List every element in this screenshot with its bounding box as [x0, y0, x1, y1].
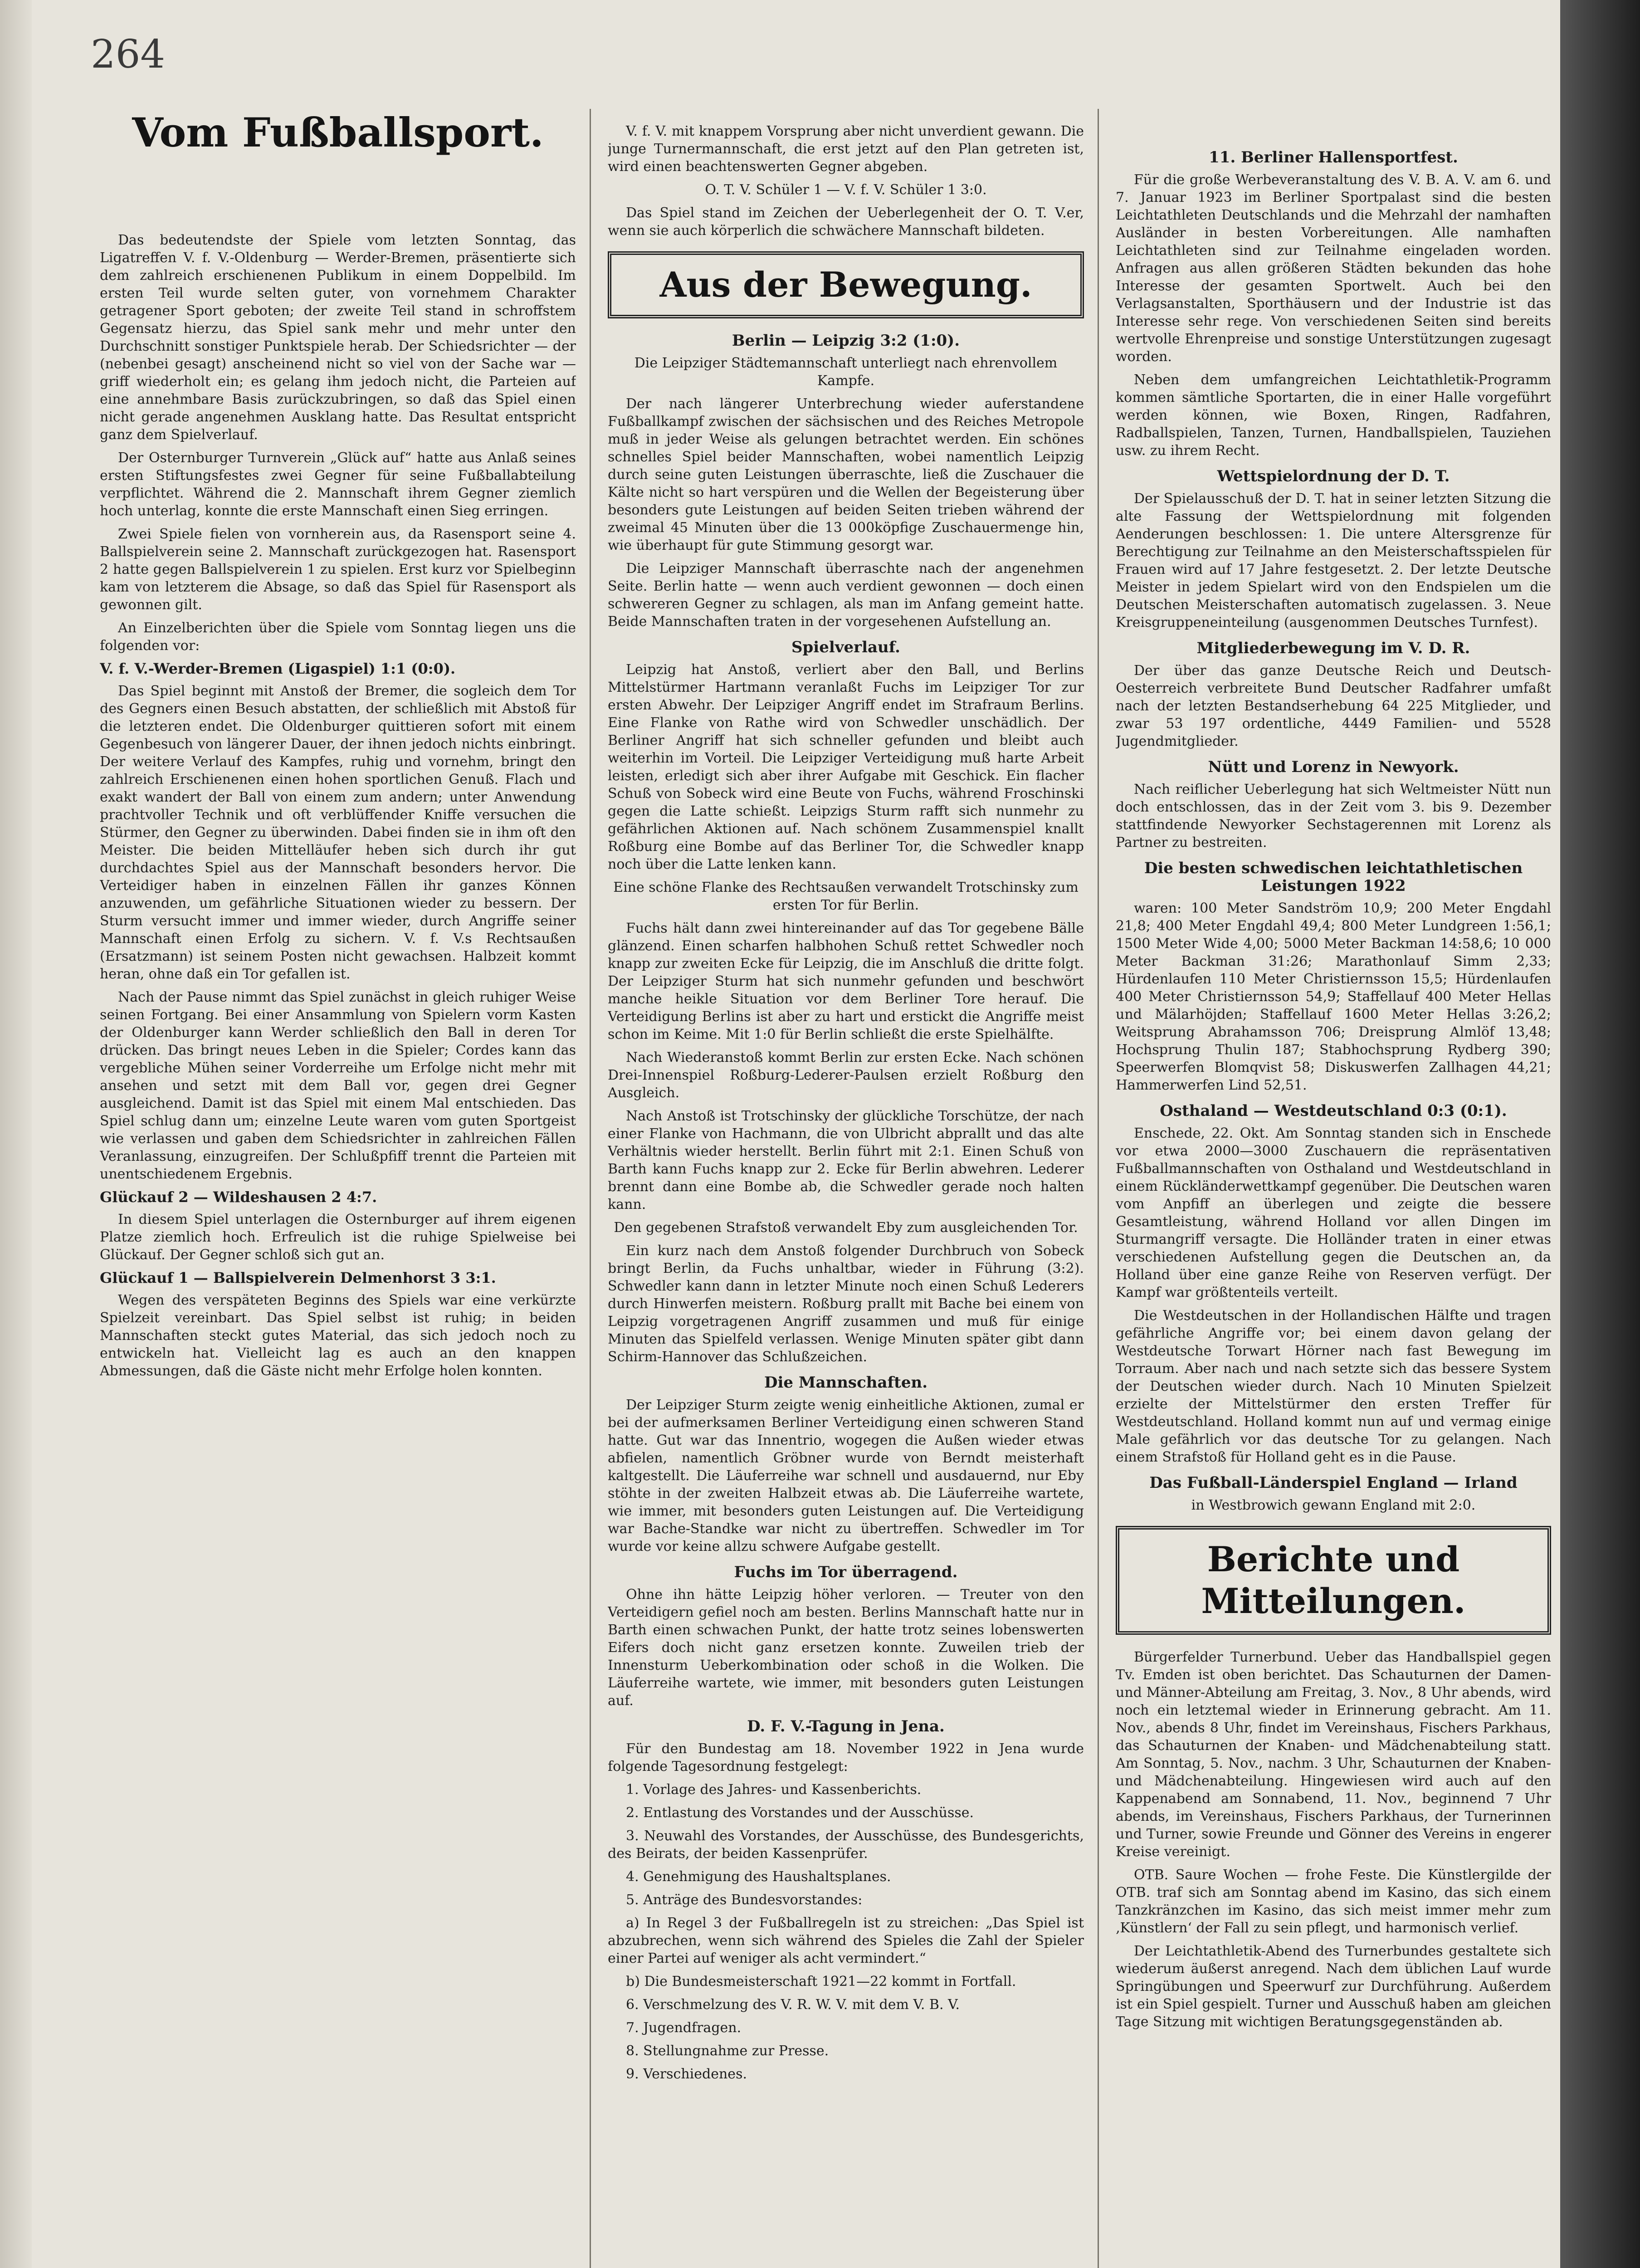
match-head-glueckauf-delmenhorst: Glückauf 1 — Ballspielverein Delmenhorst 3 3:1.: [100, 1269, 496, 1286]
agenda-item-1: 1. Vorlage des Jahres- und Kassenberichts.: [626, 1782, 922, 1798]
match-subline: Die Leipziger Städtemannschaft unterliegt nach ehrenvollem Kampfe.: [634, 355, 1058, 389]
col1-paragraph-4: An Einzelberichten über die Spiele vom Sonntag liegen uns die folgenden vor:: [100, 620, 576, 654]
col3-paragraph-8: Die Westdeutschen in der Hollandischen Hälfte und tragen gefährliche Angriffe vor; bei einem davon gelang der Westdeutsche Torwart Hörner nach fast Bewegung im Torraum. Aber nach und nach setzte sich das bessere System der Deutschen wieder durch. Nach 10 Minuten Spielzeit erzielte der Mittelstürmer den ersten Treffer für Westdeutschland. Holland kommt nun auf und vermag einige Male gefährlich vor das deutsche Tor zu gelangen. Nach einem Strafstoß für Holland geht es in die Pause.: [1116, 1308, 1551, 1465]
col2-intro-2: O. T. V. Schüler 1 — V. f. V. Schüler 1 3:0.: [705, 182, 987, 198]
spiel-paragraph-5: Nach Anstoß ist Trotschinsky der glückliche Torschütze, der nach einer Flanke von Hachmann, die von Ulbricht abprallt und das alte Verhältnis wieder herstellt. Berlin führt mit 2:1. Einen Schuß von Barth kann Fuchs knapp zur 2. Ecke für Berlin abwehren. Lederer brennt dann eine Bombe ab, die Schwedler gerade noch halten kann.: [608, 1108, 1084, 1212]
section-title-berichte: Berichte und Mitteilungen.: [1116, 1526, 1551, 1635]
page-binding: [0, 0, 32, 2268]
agenda-item-4: 4. Genehmigung des Haushaltsplanes.: [626, 1869, 891, 1885]
match1-paragraph-1: Das Spiel beginnt mit Anstoß der Bremer, die sogleich dem Tor des Gegners einen Besuch abstatten, der schließlich mit Abstoß für die letzteren endet. Die Oldenburger quittieren sofort mit einem Gegenbesuch von längerer Dauer, der ihnen jedoch nichts einbringt. Der weitere Verlauf des Kampfes, ruhig und vornehm, bringt den zahlreich Erschienenen einen hohen sportlichen Genuß. Flach und exakt wandert der Ball von einem zum andern; unter Anwendung prachtvoller Technik und oft verblüffender Kniffe versuchen die Stürmer, den Gegner zu überwinden. Dabei finden sie in ihm oft den Meister. Die beiden Mittelläufer heben sich durch ihr gut durchdachtes Spiel aus der Mannschaft besonders hervor. Die Verteidiger haben in einzelnen Fällen ihr ganzes Können anzuwenden, um gefährliche Situationen wieder zu bessern. Der Sturm versucht immer und immer wieder, durch Angriffe seiner Mannschaft einen Erfolg zu sichern. V. f. V.s Rechtsaußen (Ersatzmann) ist seinem Posten nicht gewachsen. Halbzeit kommt heran, ohne daß ein Tor gefallen ist.: [100, 683, 576, 982]
col2-paragraph-1: Der nach längerer Unterbrechung wieder auferstandene Fußballkampf zwischen der sächsischen und des Reiches Metropole muß in jeder Weise als gelungen betrachtet werden. Ein schönes schnelles Spiel beider Mannschaften, wobei namentlich Leipzig durch seine guten Leistungen überraschte, ließ die Zuschauer die Kälte nicht so hart verspüren und die Wellen der Begeisterung über besonders gute Leistungen auf beiden Seiten trieben während der zweimal 45 Minuten über die 13 000köpfige Zuschauermenge hin, wie überhaupt für gute Stimmung gesorgt war.: [608, 396, 1084, 553]
col3-paragraph-2: Neben dem umfangreichen Leichtathletik-Programm kommen sämtliche Sportarten, die in einer Halle vorgeführt werden können, wie Boxen, Ringen, Radfahren, Radballspielen, Tanzen, Turnen, Handballspielen, Tauziehen usw. zu ihrem Recht.: [1116, 372, 1551, 459]
col3-paragraph-9: in Westbrowich gewann England mit 2:0.: [1191, 1497, 1476, 1513]
agenda-item-5: 5. Anträge des Bundesvorstandes:: [626, 1892, 863, 1908]
agenda-item-7: b) Die Bundesmeisterschaft 1921—22 kommt in Fortfall.: [626, 1974, 1016, 1989]
col1-paragraph-2: Der Osternburger Turnverein „Glück auf“ hatte aus Anlaß seines ersten Stiftungsfestes zwei Gegner für seine Fußballabteilung verpflichtet. Während die 2. Mannschaft ihrem Gegner ziemlich hoch unterlag, konnte die erste Mannschaft einen Sieg erringen.: [100, 450, 576, 519]
spiel-paragraph-1: Leipzig hat Anstoß, verliert aber den Ball, und Berlins Mittelstürmer Hartmann veranlaßt Fuchs im Leipziger Tor zur ersten Abwehr. Der Leipziger Angriff endet im Strafraum Berlins. Eine Flanke von Rathe wird von Schwedler unschädlich. Der Berliner Angriff hat sich schneller gefunden und bleibt auch weiterhin im Vorteil. Die Leipziger Verteidigung muß harte Arbeit leisten, erledigt sich aber ihrer Aufgabe mit Geschick. Ein flacher Schuß von Sobeck wird eine Beute von Fuchs, während Froschinski gegen die Latte schießt. Leipzigs Sturm rafft sich nunmehr zu gefährlichen Aktionen auf. Nach schönem Zusammenspiel knallt Roßburg eine Bombe auf das Berliner Tor, die Schwedler knapp noch über die Latte lenken kann.: [608, 662, 1084, 872]
agenda-item-6: a) In Regel 3 der Fußballregeln ist zu streichen: „Das Spiel ist abzubrechen, wenn sich während des Spieles die Zahl der Spieler einer Partei auf weniger als acht vermindert.“: [608, 1915, 1084, 1966]
section-head-fuchs: Fuchs im Tor überragend.: [734, 1563, 958, 1581]
col3-paragraph-12: Der Leichtathletik-Abend des Turnerbundes gestaltete sich wiederum äußerst anregend. Nach dem üblichen Lauf wurde Springübungen und Speerwurf zur Durchführung. Außerdem ist ein Spiel gespielt. Turner und Ausschuß haben am gleichen Tage Sitzung mit wichtigen Beratungsgegenständen ab.: [1116, 1943, 1551, 2030]
section-head-spielverlauf: Spielverlauf.: [791, 638, 900, 656]
col2-intro-3: Das Spiel stand im Zeichen der Ueberlegenheit der O. T. V.er, wenn sie auch körperlich die schwächere Mannschaft bildeten.: [608, 205, 1084, 239]
agenda-item-10: 8. Stellungnahme zur Presse.: [626, 2043, 829, 2059]
section-title-fussballsport: Vom Fußballsport.: [132, 109, 544, 156]
col3-paragraph-4: Der über das ganze Deutsche Reich und Deutsch-Oesterreich verbreitete Bund Deutscher Radfahrer umfaßt nach der letzten Bestandserhebung 64 225 Mitglieder, und zwar 53 197 ordentliche, 4449 Familien- und 5528 Jugendmitglieder.: [1116, 663, 1551, 749]
col3-paragraph-11: OTB. Saure Wochen — frohe Feste. Die Künstlergilde der OTB. traf sich am Sonntag abend im Kasino, das sich einem Tanzkränzchen im Kasino, das sich meist immer mehr zum ‚Künstlern‘ der Fall zu sein pflegt, und harmonisch verlief.: [1116, 1867, 1551, 1936]
spiel-paragraph-6: Den gegebenen Strafstoß verwandelt Eby zum ausgleichenden Tor.: [614, 1220, 1078, 1236]
col3-paragraph-6: waren: 100 Meter Sandström 10,9; 200 Meter Engdahl 21,8; 400 Meter Engdahl 49,4; 800 Meter Lundgreen 1:56,1; 1500 Meter Wide 4,00; 5000 Meter Backman 14:58,6; 10 000 Meter Backman 31:26; Marathonlauf Simm 2,33; Hürdenlaufen 110 Meter Christiernsson 15,5; Hürdenlaufen 400 Meter Christiernsson 54,9; Staffellauf 400 Meter Hellas und Mälarhöjden; Staffellauf 1600 Meter Hellas 3:26,2; Weitsprung Abrahamsson 706; Dreisprung Almlöf 13,48; Hochsprung Thulin 187; Stabhochsprung Rydberg 390; Speerwerfen Blomqvist 58; Diskuswerfen Zallhagen 44,21; Hammerwerfen Lind 52,51.: [1116, 900, 1551, 1093]
col3-paragraph-1: Für die große Werbeveranstaltung des V. B. A. V. am 6. und 7. Januar 1923 im Berliner Sportpalast sind die besten Leichtathleten Deutschlands und die Mehrzahl der namhaften Ausländer in besten Vorbereitungen. Alle namhaften Leichtathleten sind zur Teilnahme eingeladen worden. Anfragen aus allen größeren Städten bekunden das hohe Interesse der gesamten Sportwelt. Auch bei den Verlagsanstalten, Sporthäusern und der Industrie ist das Interesse sehr rege. Von verschiedenen Seiten sind bereits wertvolle Ehrenpreise und sonstige Unterstützungen zugesagt worden.: [1116, 172, 1551, 365]
spiel-paragraph-7: Ein kurz nach dem Anstoß folgender Durchbruch von Sobeck bringt Berlin, da Fuchs unhaltbar, wieder in Führung (3:2). Schwedler kann dann in letzter Minute noch einen Schuß Lederers durch Hinwerfen meistern. Roßburg prallt mit Bache bei einem von Leipzig vorgetragenen Angriff zusammen und muß für einige Minuten das Spielfeld verlassen. Wenige Minuten später gibt dann Schirm-Hannover das Schlußzeichen.: [608, 1243, 1084, 1365]
match2-paragraph: In diesem Spiel unterlagen die Osternburger auf ihrem eigenen Platze ziemlich hoch. Erfreulich ist die ruhige Spielweise bei Glückauf. Der Gegner schloß sich gut an.: [100, 1212, 576, 1263]
section-head-nuett-lorenz: Nütt und Lorenz in Newyork.: [1208, 758, 1459, 776]
section-head-wettspielordnung: Wettspielordnung der D. T.: [1217, 467, 1450, 485]
match1-paragraph-2: Nach der Pause nimmt das Spiel zunächst in gleich ruhiger Weise seinen Fortgang. Bei einer Ansammlung von Spielern vorm Kasten der Oldenburger kann Werder schließlich den Ball in deren Tor drücken. Das bringt neues Leben in die Spieler; Cordes kann das vergebliche Mühen seiner Vorderreihe um Erfolge nicht mehr mit ansehen und setzt mit dem Ball vor, gegen drei Gegner ausgleichend. Damit ist das Spiel mit einem Mal entschieden. Das Spiel schlug dann um; einzelne Leute waren vom guten Sportgeist wie verlassen und gaben dem Schiedsrichter in zahlreichen Fällen Veranlassung, einzugreifen. Der Schlußpfiff trennt die Parteien mit unentschiedenem Ergebnis.: [100, 989, 576, 1182]
column-1: [100, 113, 576, 2268]
book-edge: [1560, 0, 1640, 2268]
section-head-osthaland: Osthaland — Westdeutschland 0:3 (0:1).: [1160, 1102, 1507, 1120]
col3-paragraph-5: Nach reiflicher Ueberlegung hat sich Weltmeister Nütt nun doch entschlossen, das in der Zeit vom 3. bis 9. Dezember stattfindende Newyorker Sechstagerennen mit Lorenz als Partner zu bestreiten.: [1116, 782, 1551, 850]
mann-paragraph: Der Leipziger Sturm zeigte wenig einheitliche Aktionen, zumal er bei der aufmerksamen Berliner Verteidigung einen schweren Stand hatte. Gut war das Innentrio, wogegen die Außen wieder etwas abfielen, namentlich Gröbner wurde von Berndt meisterhaft kaltgestellt. Die Läuferreihe war schnell und ausdauernd, nur Eby stöhte in der zweiten Halbzeit etwas ab. Die Läuferreihe wartete, wie immer, mit besonders guten Leistungen auf. Die Verteidigung war Bache-Standke war nicht zu übertreffen. Schwedler im Tor wurde vor keine allzu schwere Aufgabe gestellt.: [608, 1397, 1084, 1554]
spiel-paragraph-2: Eine schöne Flanke des Rechtsaußen verwandelt Trotschinsky zum ersten Tor für Berlin.: [613, 880, 1079, 913]
agenda-item-2: 2. Entlastung des Vorstandes und der Ausschüsse.: [626, 1805, 974, 1821]
section-head-england-irland: Das Fußball-Länderspiel England — Irland: [1149, 1474, 1518, 1492]
section-head-hallensportfest: 11. Berliner Hallensportfest.: [1209, 148, 1458, 166]
match-head-berlin-leipzig: Berlin — Leipzig 3:2 (1:0).: [732, 332, 960, 350]
col1-paragraph-3: Zwei Spiele fielen von vornherein aus, da Rasensport seine 4. Ballspielverein seine 2. Mannschaft zurückgezogen hat. Rasensport 2 hatte gegen Ballspielverein 1 zu spielen. Erst kurz vor Spielbeginn kam von letzterem die Absage, so daß das Spiel für Rasensport als gewonnen gilt.: [100, 526, 576, 613]
meeting-paragraph: Für den Bundestag am 18. November 1922 in Jena wurde folgende Tagesordnung festgelegt:: [608, 1741, 1084, 1774]
section-head-mannschaften: Die Mannschaften.: [764, 1374, 928, 1392]
agenda-item-11: 9. Verschiedenes.: [626, 2066, 747, 2082]
col3-paragraph-3: Der Spielausschuß der D. T. hat in seiner letzten Sitzung die alte Fassung der Wettspielordnung mit folgenden Aenderungen beschlossen: 1. Die untere Altersgrenze für Berechtigung zur Teilnahme an den Meisterschaftsspielen für Frauen wird auf 17 Jahre festgesetzt. 2. Der letzte Deutsche Meister in jedem Spielart wird von den Endspielen um die Deutschen Meisterschaften automatisch zugelassen. 3. Neue Kreisgruppeneinteilung (ausgenommen Deutsches Turnfest).: [1116, 491, 1551, 631]
column-3: [1116, 141, 1551, 2268]
match3-paragraph: Wegen des verspäteten Beginns des Spiels war eine verkürzte Spielzeit vereinbart. Das Spiel selbst ist ruhig; in beiden Mannschaften steckt gutes Material, das sich jedoch noch zu entwickeln hat. Vielleicht lag es auch an den knappen Abmessungen, daß die Gäste nicht mehr Erfolge holen konnten.: [100, 1292, 576, 1379]
column-2: [608, 122, 1084, 2268]
col2-intro-1: V. f. V. mit knappem Vorsprung aber nicht unverdient gewann. Die junge Turnermannschaft, die erst jetzt auf den Plan getreten ist, wird einen beachtenswerten Gegner abgeben.: [608, 123, 1084, 175]
col3-paragraph-10: Bürgerfelder Turnerbund. Ueber das Handballspiel gegen Tv. Emden ist oben berichtet. Das Schauturnen der Damen- und Männer-Abteilung am Freitag, 3. Nov., 8 Uhr abends, wird noch ein letztemal wieder in Erinnerung gebracht. Am 11. Nov., abends 8 Uhr, findet im Vereinshaus, Fischers Parkhaus, das Schauturnen der Knaben- und Mädchenabteilung statt. Am Sonntag, 5. Nov., nachm. 3 Uhr, Schauturnen der Knaben- und Mädchenabteilung. Hingewiesen wird auch auf den Kappenabend am Sonnabend, 11. Nov., beginnend 7 Uhr abends, im Vereinshaus, Fischers Parkhaus, der Turnerinnen und Turner, sowie Freunde und Gönner des Vereins in engerer Kreise vereinigt.: [1116, 1649, 1551, 1860]
section-head-dfv-tagung: D. F. V.-Tagung in Jena.: [747, 1717, 945, 1735]
col3-paragraph-7: Enschede, 22. Okt. Am Sonntag standen sich in Enschede vor etwa 2000—3000 Zuschauern die repräsentativen Fußballmannschaften von Osthaland und Westdeutschland in einem Rückländerwettkampf gegenüber. Die Deutschen waren vom Anpfiff an überlegen und zeigte die bessere Gesamtleistung, während Holland vor allen Dingen im Sturmangriff versagte. Die Holländer traten in einer etwas verschiedenen Aufstellung gegen die Deutschen an, da Holland über eine ganze Reihe von Reserven verfügt. Der Kampf war größtenteils verteilt.: [1116, 1125, 1551, 1300]
section-head-schwedische-leistungen: Die besten schwedischen leichtathletischen Leistungen 1922: [1144, 859, 1523, 895]
section-head-mitgliederbewegung: Mitgliederbewegung im V. D. R.: [1196, 639, 1470, 657]
spiel-paragraph-4: Nach Wiederanstoß kommt Berlin zur ersten Ecke. Nach schönen Drei-Innenspiel Roßburg-Lederer-Paulsen erzielt Roßburg den Ausgleich.: [608, 1050, 1084, 1101]
agenda-item-3: 3. Neuwahl des Vorstandes, der Ausschüsse, des Bundesgerichts, des Beirats, der beiden Kassenprüfer.: [608, 1828, 1084, 1862]
spiel-paragraph-3: Fuchs hält dann zwei hintereinander auf das Tor gegebene Bälle glänzend. Einen scharfen halbhohen Schuß rettet Schwedler noch knapp zur zweiten Ecke für Leipzig, die im Anschluß die dritte folgt. Der Leipziger Sturm hat sich nunmehr gefunden und beschwört manche heikle Situation vor dem Berliner Tore herauf. Die Verteidigung Berlins ist aber zu hart und erstickt die Angriffe meist schon im Keime. Mit 1:0 für Berlin schließt die erste Spielhälfte.: [608, 920, 1084, 1042]
column-rule-1: [590, 109, 591, 2268]
agenda-item-8: 6. Verschmelzung des V. R. W. V. mit dem V. B. V.: [626, 1997, 960, 2013]
section-title-aus-der-bewegung: Aus der Bewegung.: [608, 251, 1084, 318]
page-number: 264: [91, 32, 166, 77]
col1-paragraph-1: Das bedeutendste der Spiele vom letzten Sonntag, das Ligatreffen V. f. V.-Oldenburg — Werder-Bremen, präsentierte sich dem zahlreich erschienenen Publikum in einem Doppelbild. Im ersten Teil wurde selten guter, von vornehmem Charakter getragener Sport geboten; der zweite Teil stand in schroffstem Gegensatz hierzu, das Spiel sank mehr und mehr unter den Durchschnitt sonstiger Punktspiele herab. Der Schiedsrichter — der (nebenbei gesagt) anscheinend nicht so viel von der Sache war — griff wiederholt ein; es gelang ihm jedoch nicht, die Parteien auf eine annehmbare Basis zurückzubringen, so daß das Spiel einen nicht gerade angenehmen Ausklang hatte. Das Resultat entspricht ganz dem Spielverlauf.: [100, 232, 576, 443]
col2-paragraph-2: Die Leipziger Mannschaft überraschte nach der angenehmen Seite. Berlin hatte — wenn auch verdient gewonnen — doch einen schwereren Gegner zu schlagen, als man im Anfang gemeint hatte. Beide Mannschaften traten in der vorgesehenen Aufstellung an.: [608, 561, 1084, 630]
match-head-vfv-werder: V. f. V.-Werder-Bremen (Ligaspiel) 1:1 (0:0).: [100, 660, 456, 677]
match-head-glueckauf-wildeshausen: Glückauf 2 — Wildeshausen 2 4:7.: [100, 1188, 377, 1206]
column-rule-2: [1098, 109, 1099, 2268]
agenda-item-9: 7. Jugendfragen.: [626, 2020, 742, 2036]
fuchs-paragraph: Ohne ihn hätte Leipzig höher verloren. — Treuter von den Verteidigern gefiel noch am besten. Berlins Mannschaft hatte nur in Barth einen schwachen Punkt, der hatte trotz seines lobenswerten Eifers doch nicht ganz ersetzen konnte. Zuweilen trieb der Innensturm Ueberkombination oder schoß in die Wolken. Die Läuferreihe wartete, wie immer, mit besonders guten Leistungen auf.: [608, 1587, 1084, 1709]
